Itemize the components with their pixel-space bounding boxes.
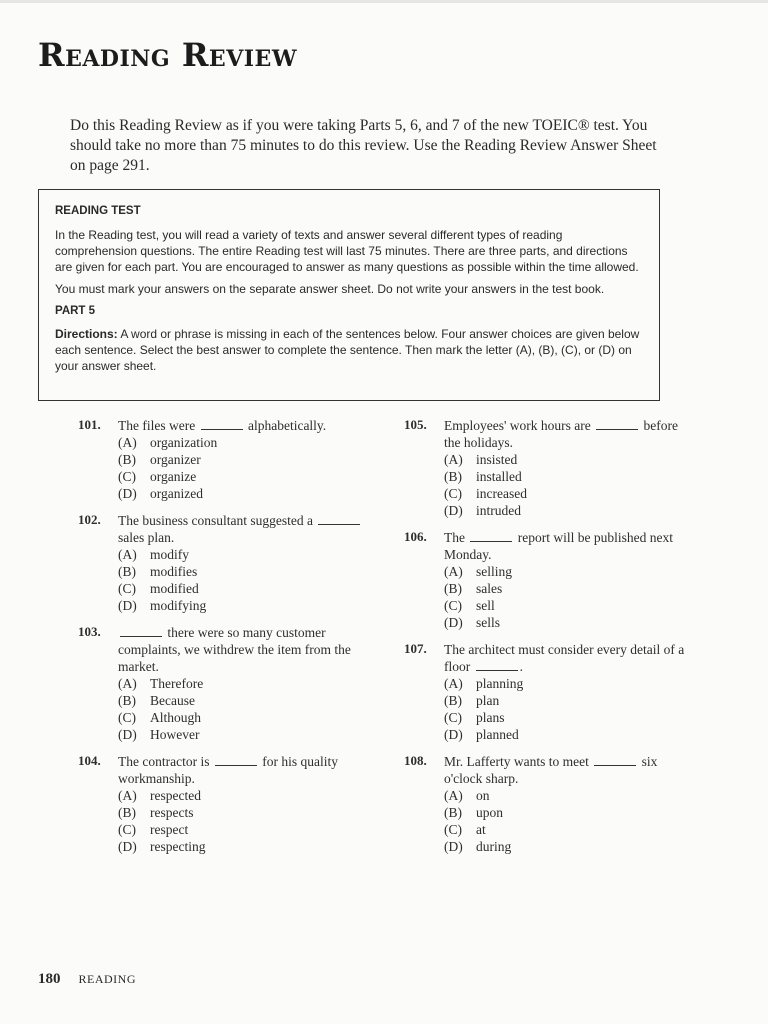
option-letter: (C) xyxy=(118,469,136,484)
option-text: Although xyxy=(150,710,202,725)
question-item xyxy=(78,624,368,743)
option-letter: (B) xyxy=(118,693,136,708)
answer-option xyxy=(118,451,368,468)
answer-option xyxy=(118,468,368,485)
option-text: sells xyxy=(476,615,501,630)
answer-blank xyxy=(470,529,512,542)
stem-text-before: Mr. Lafferty wants to meet xyxy=(444,754,589,769)
question-number: 108. xyxy=(404,753,427,768)
stem-text-before: The xyxy=(444,530,465,545)
option-letter: (B) xyxy=(444,693,462,708)
option-text: Therefore xyxy=(150,676,204,691)
option-text: installed xyxy=(476,469,522,484)
answer-blank xyxy=(594,753,636,766)
stem-text-after: report will be published next Monday. xyxy=(444,530,673,562)
option-letter: (B) xyxy=(118,564,136,579)
option-letter: (D) xyxy=(118,486,137,501)
option-letter: (B) xyxy=(444,805,462,820)
answer-blank xyxy=(215,753,257,766)
option-letter: (C) xyxy=(444,710,462,725)
answer-blank xyxy=(596,417,638,430)
stem-text-after: before the holidays. xyxy=(444,418,679,450)
option-text: sales xyxy=(476,581,503,596)
question-item xyxy=(404,753,694,855)
answer-blank xyxy=(120,624,162,637)
option-letter: (C) xyxy=(444,486,462,501)
question-number: 102. xyxy=(78,512,101,527)
option-text: plan xyxy=(476,693,500,708)
question-number: 105. xyxy=(404,417,427,432)
answer-option xyxy=(118,821,368,838)
option-letter: (D) xyxy=(444,839,463,854)
answer-option xyxy=(118,692,368,709)
option-text: insisted xyxy=(476,452,518,467)
answer-options xyxy=(444,787,694,855)
option-letter: (A) xyxy=(444,788,463,803)
option-text: during xyxy=(476,839,512,854)
answer-option xyxy=(118,546,368,563)
answer-option xyxy=(444,692,694,709)
question-number: 104. xyxy=(78,753,101,768)
page-title: Reading Review xyxy=(38,36,298,74)
option-text: planned xyxy=(476,727,519,742)
stem-text-before: The architect must consider every detail of a floor xyxy=(444,642,685,674)
question-item xyxy=(404,417,694,519)
option-text: Because xyxy=(150,693,195,708)
answer-option xyxy=(118,804,368,821)
option-text: intruded xyxy=(476,503,521,518)
answer-option xyxy=(444,563,694,580)
question-number: 101. xyxy=(78,417,101,432)
reading-test-instructions-box xyxy=(38,189,660,401)
stem-text-before: The contractor is xyxy=(118,754,210,769)
page-top-edge xyxy=(0,0,768,3)
answer-option xyxy=(444,485,694,502)
answer-option xyxy=(444,614,694,631)
stem-text-after: alphabetically. xyxy=(247,418,327,433)
option-letter: (C) xyxy=(118,822,136,837)
answer-option xyxy=(444,451,694,468)
option-text: plans xyxy=(476,710,505,725)
answer-option xyxy=(118,485,368,502)
answer-option xyxy=(118,726,368,743)
answer-option xyxy=(444,709,694,726)
option-letter: (C) xyxy=(444,822,462,837)
question-stem xyxy=(118,512,368,546)
answer-options xyxy=(444,675,694,743)
question-stem xyxy=(444,753,694,787)
question-item xyxy=(78,417,368,502)
option-letter: (D) xyxy=(444,615,463,630)
answer-option xyxy=(444,838,694,855)
option-text: respect xyxy=(150,822,189,837)
option-letter: (D) xyxy=(118,598,137,613)
answer-option xyxy=(444,597,694,614)
option-text: on xyxy=(476,788,490,803)
answer-option xyxy=(444,502,694,519)
answer-blank xyxy=(318,512,360,525)
option-text: modified xyxy=(150,581,199,596)
answer-options xyxy=(118,787,368,855)
option-letter: (C) xyxy=(118,710,136,725)
option-letter: (B) xyxy=(118,805,136,820)
stem-text-after: sales plan. xyxy=(118,530,175,545)
question-number: 106. xyxy=(404,529,427,544)
option-text: increased xyxy=(476,486,527,501)
option-letter: (A) xyxy=(118,547,137,562)
answer-option xyxy=(444,787,694,804)
answer-option xyxy=(118,709,368,726)
option-text: at xyxy=(476,822,486,837)
option-letter: (A) xyxy=(444,676,463,691)
box-paragraph-intro: In the Reading test, you will read a variety of texts and answer several different types of reading comprehension questions. The entire Reading test will last 75 minutes. There are three parts, and directions are given for each part. You are encouraged to answer as many questions as possible within the time allowed. xyxy=(55,228,639,274)
question-number: 103. xyxy=(78,624,101,639)
answer-blank xyxy=(201,417,243,430)
answer-option xyxy=(444,804,694,821)
option-text: organization xyxy=(150,435,218,450)
question-column-right xyxy=(404,417,694,865)
option-text: sell xyxy=(476,598,495,613)
question-item xyxy=(404,641,694,743)
option-text: selling xyxy=(476,564,512,579)
directions-label: Directions: xyxy=(55,327,118,341)
question-stem xyxy=(444,529,694,563)
answer-option xyxy=(444,726,694,743)
box-paragraph-answer-sheet: You must mark your answers on the separate answer sheet. Do not write your answers in the test book. xyxy=(55,282,605,296)
option-letter: (A) xyxy=(118,435,137,450)
option-text: organize xyxy=(150,469,197,484)
answer-options xyxy=(118,675,368,743)
answer-option xyxy=(444,675,694,692)
answer-option xyxy=(444,821,694,838)
stem-text-after: for his quality workmanship. xyxy=(118,754,338,786)
answer-option xyxy=(118,434,368,451)
section-label: READING xyxy=(78,972,136,986)
box-heading: READING TEST xyxy=(55,205,141,217)
option-letter: (A) xyxy=(118,788,137,803)
stem-text-after: there were so many customer complaints, we withdrew the item from the market. xyxy=(118,625,351,674)
option-text: upon xyxy=(476,805,503,820)
option-letter: (B) xyxy=(118,452,136,467)
answer-blank xyxy=(476,658,518,671)
option-letter: (D) xyxy=(444,503,463,518)
page-footer xyxy=(38,970,136,988)
answer-option xyxy=(444,468,694,485)
option-letter: (B) xyxy=(444,581,462,596)
question-item xyxy=(78,753,368,855)
option-text: modifying xyxy=(150,598,207,613)
answer-options xyxy=(118,434,368,502)
option-text: modify xyxy=(150,547,189,562)
directions-paragraph xyxy=(55,326,643,374)
question-number: 107. xyxy=(404,641,427,656)
question-column-left xyxy=(78,417,368,865)
option-text: respecting xyxy=(150,839,206,854)
answer-options xyxy=(444,563,694,631)
answer-option xyxy=(118,580,368,597)
question-stem xyxy=(118,753,368,787)
directions-text: A word or phrase is missing in each of the sentences below. Four answer choices are given below each sentence. Select the best answer to complete the sentence. Then mark the letter (A), (B), (C), or (D) on your answer sheet. xyxy=(55,327,640,373)
answer-option xyxy=(118,787,368,804)
option-text: organizer xyxy=(150,452,201,467)
stem-text-after: six o'clock sharp. xyxy=(444,754,658,786)
option-text: However xyxy=(150,727,200,742)
question-stem xyxy=(444,641,694,675)
option-text: modifies xyxy=(150,564,198,579)
option-text: respects xyxy=(150,805,194,820)
option-text: organized xyxy=(150,486,203,501)
option-letter: (B) xyxy=(444,469,462,484)
question-stem xyxy=(118,624,368,675)
stem-text-after: . xyxy=(519,659,523,674)
page-number: 180 xyxy=(38,971,61,987)
answer-option xyxy=(118,838,368,855)
answer-option xyxy=(118,563,368,580)
option-letter: (A) xyxy=(444,452,463,467)
part-heading: PART 5 xyxy=(55,305,96,317)
option-letter: (C) xyxy=(118,581,136,596)
option-letter: (D) xyxy=(118,839,137,854)
option-text: planning xyxy=(476,676,524,691)
option-letter: (A) xyxy=(444,564,463,579)
question-stem xyxy=(118,417,368,434)
question-item xyxy=(404,529,694,631)
answer-option xyxy=(118,597,368,614)
option-letter: (D) xyxy=(444,727,463,742)
option-text: respected xyxy=(150,788,201,803)
answer-option xyxy=(444,580,694,597)
option-letter: (A) xyxy=(118,676,137,691)
option-letter: (C) xyxy=(444,598,462,613)
stem-text-before: Employees' work hours are xyxy=(444,418,591,433)
question-stem xyxy=(444,417,694,451)
answer-option xyxy=(118,675,368,692)
question-item xyxy=(78,512,368,614)
stem-text-before: The business consultant suggested a xyxy=(118,513,313,528)
answer-options xyxy=(118,546,368,614)
answer-options xyxy=(444,451,694,519)
intro-paragraph: Do this Reading Review as if you were taking Parts 5, 6, and 7 of the new TOEIC® test. You should take no more than 75 minutes to do this review. Use the Reading Review Answer Sheet on page 291. xyxy=(70,117,657,174)
option-letter: (D) xyxy=(118,727,137,742)
stem-text-before: The files were xyxy=(118,418,196,433)
